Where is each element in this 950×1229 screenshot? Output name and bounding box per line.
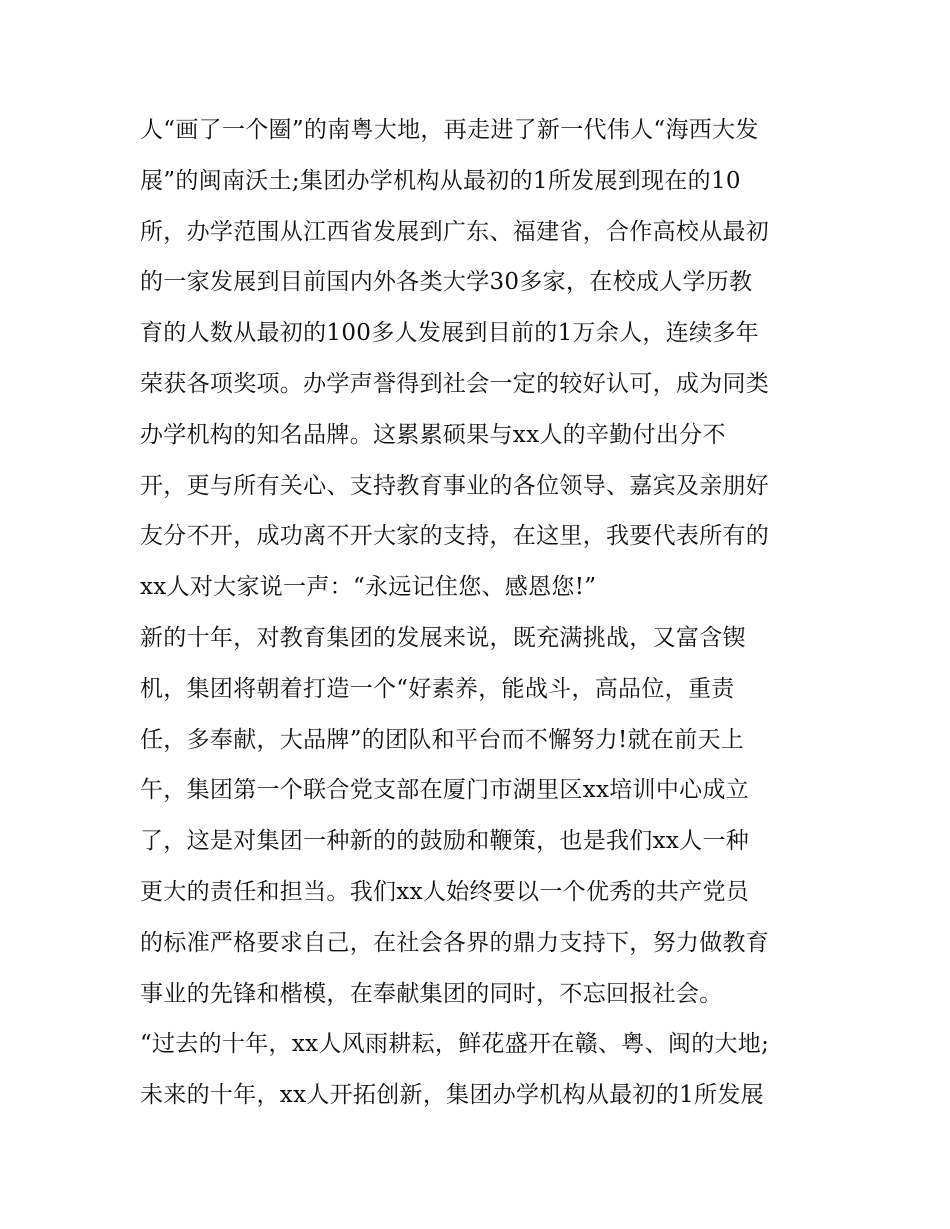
text-line: 事业的先锋和楷模，在奉献集团的同时，不忘回报社会。: [140, 980, 723, 1007]
text-line: xx人对大家说一声：“永远记住您、感恩您!”: [140, 574, 597, 601]
text-line: 展”的闽南沃土;集团办学机构从最初的1所发展到现在的10: [140, 167, 741, 194]
text-line: 的一家发展到目前国内外各类大学30多家，在校成人学历教: [140, 269, 753, 296]
text-line: 的标准严格要求自己，在社会各界的鼎力支持下，努力做教育: [140, 929, 770, 956]
body-text: [140, 108, 820, 1124]
text-line: 未来的十年，xx人开拓创新，集团办学机构从最初的1所发展: [140, 1082, 764, 1109]
text-line: 午，集团第一个联合党支部在厦门市湖里区xx培训中心成立: [140, 777, 750, 804]
text-line: 开，更与所有关心、支持教育事业的各位领导、嘉宾及亲朋好: [140, 472, 770, 499]
text-line: 友分不开，成功离不开大家的支持，在这里，我要代表所有的: [140, 523, 770, 550]
text-line: 办学机构的知名品牌。这累累硕果与xx人的辛勤付出分不: [140, 421, 726, 448]
text-line: 了，这是对集团一种新的的鼓励和鞭策，也是我们xx人一种: [140, 828, 750, 855]
text-line: 育的人数从最初的100多人发展到目前的1万余人，连续多年: [140, 320, 759, 347]
text-line: 所，办学范围从江西省发展到广东、福建省，合作高校从最初: [140, 218, 770, 245]
text-line: 机，集团将朝着打造一个“好素养，能战斗，高品位，重责: [140, 675, 735, 702]
text-line: 新的十年，对教育集团的发展来说，既充满挑战，又富含锲: [140, 624, 746, 651]
text-line: 荣获各项奖项。办学声誉得到社会一定的较好认可，成为同类: [140, 370, 770, 397]
text-line: 人“画了一个圈”的南粤大地，再走进了新一代伟人“海西大发: [140, 117, 759, 143]
text-line: 任，多奉献，大品牌”的团队和平台而不懈努力!就在前天上: [140, 726, 745, 753]
text-line: “过去的十年，xx人风雨耕耘，鲜花盛开在赣、粤、闽的大地;: [140, 1031, 770, 1058]
text-line: 更大的责任和担当。我们xx人始终要以一个优秀的共产党员: [140, 878, 750, 905]
